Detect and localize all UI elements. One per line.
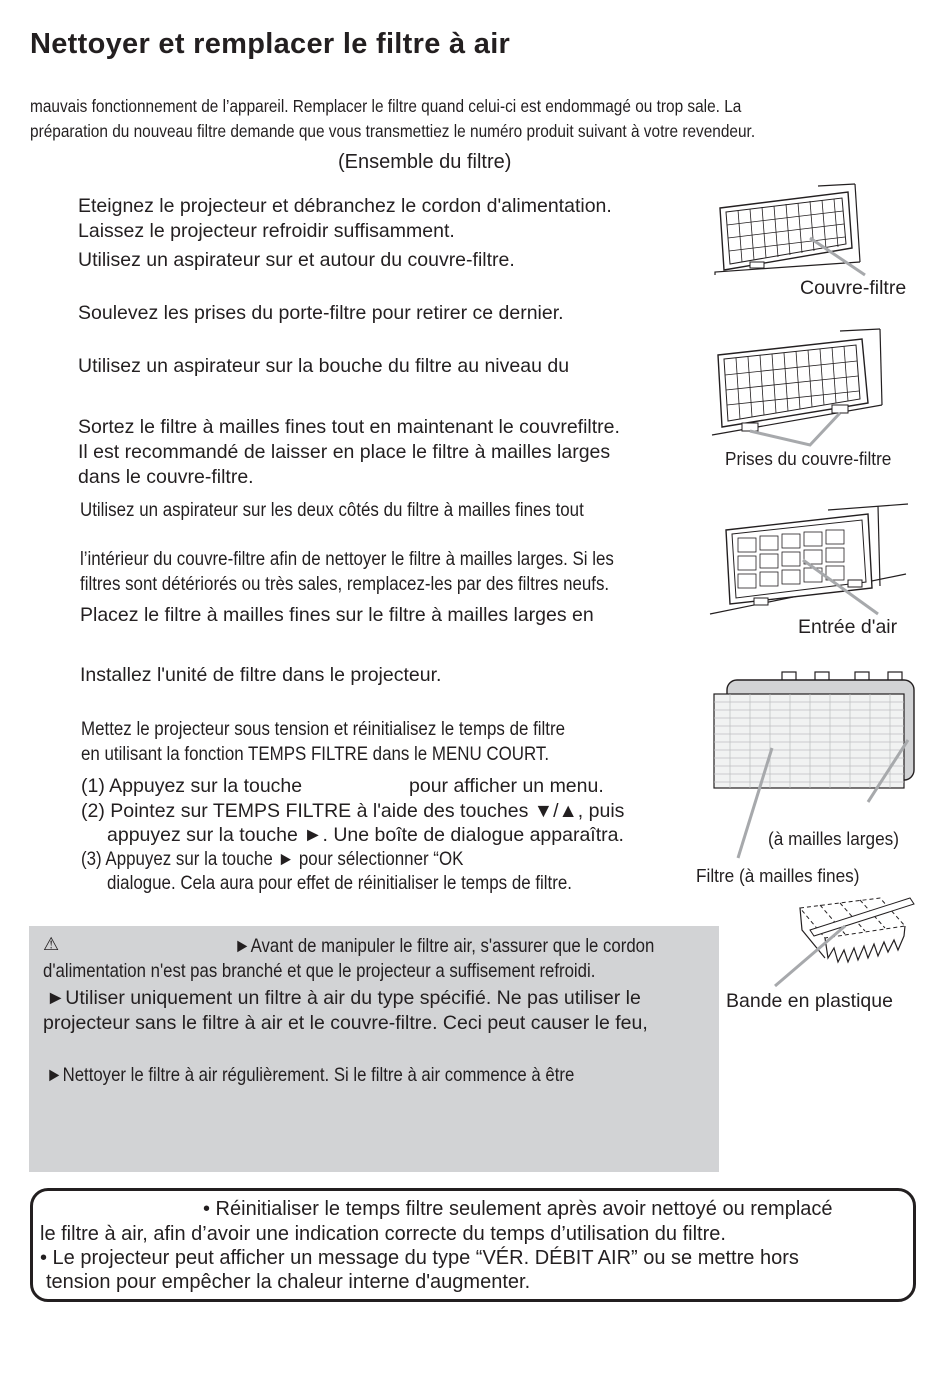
step-9-line-2: en utilisant la fonction TEMPS FILTRE dans le MENU COURT. [81, 744, 550, 765]
step-8: Installez l'unité de filtre dans le projecteur. [80, 664, 442, 686]
warning-line-5: ►Nettoyer le filtre à air régulièrement. Si le filtre à air commence à être [46, 1064, 575, 1086]
note-line-2: le filtre à air, afin d’avoir une indication correcte du temps d’utilisation du filtre. [40, 1223, 726, 1245]
step-4: Utilisez un aspirateur sur la bouche du filtre au niveau du [78, 355, 570, 377]
warning-line-4: projecteur sans le filtre à air et le couvre-filtre. Ceci peut causer le feu, [43, 1012, 648, 1034]
plastic-band-illustration [770, 890, 920, 990]
caption-coarse-mesh: (à mailles larges) [768, 828, 899, 849]
step-1-line-1: Eteignez le projecteur et débranchez le cordon d'alimentation. [78, 195, 612, 217]
substep-3-line-2: dialogue. Cela aura pour effet de réinitialiser le temps de filtre. [107, 873, 572, 894]
warning-line-3: ►Utiliser uniquement un filtre à air du type spécifié. Ne pas utiliser le [46, 987, 641, 1009]
step-6-line-3: filtres sont détériorés ou très sales, remplacez-les par des filtres neufs. [80, 574, 610, 595]
note-line-3: • Le projecteur peut afficher un message du type “VÉR. DÉBIT AIR” ou se mettre hors [40, 1247, 799, 1269]
step-6-line-1: Utilisez un aspirateur sur les deux côtés du filtre à mailles fines tout [80, 500, 584, 521]
filter-cover-tabs-illustration [710, 325, 885, 450]
filter-set-caption: (Ensemble du filtre) [338, 151, 512, 173]
step-5-line-1: Sortez le filtre à mailles fines tout en maintenant le couvrefiltre. [78, 416, 620, 438]
caption-plastic-band: Bande en plastique [726, 990, 893, 1012]
step-2: Utilisez un aspirateur sur et autour du couvre-filtre. [78, 249, 515, 271]
filter-cover-illustration [710, 180, 870, 285]
note-line-1: • Réinitialiser le temps filtre seulement après avoir nettoyé ou remplacé [203, 1198, 833, 1220]
substep-3-line-1: (3) Appuyez sur la touche ► pour sélectionner “OK [81, 849, 464, 870]
step-9-line-1: Mettez le projecteur sous tension et réinitialisez le temps de filtre [81, 719, 566, 740]
caption-filter-cover: Couvre-filtre [800, 277, 907, 299]
air-intake-illustration [708, 502, 908, 617]
step-3: Soulevez les prises du porte-filtre pour retirer ce dernier. [78, 302, 564, 324]
caption-fine-mesh-filter: Filtre (à mailles fines) [696, 865, 860, 886]
warning-line-1: ►Avant de manipuler le filtre air, s'assurer que le cordon [234, 935, 655, 957]
step-5-line-3: dans le couvre-filtre. [78, 466, 254, 488]
warning-line-2: d'alimentation n'est pas branché et que le projecteur a suffisement refroidi. [43, 960, 596, 982]
substep-1-part-1: (1) Appuyez sur la touche [81, 775, 303, 797]
intro-line-1: mauvais fonctionnement de l’appareil. Remplacer le filtre quand celui-ci est endommagé ou trop sale. La [30, 96, 742, 116]
warning-icon: ⚠ [43, 934, 60, 954]
step-6-line-2: l’intérieur du couvre-filtre afin de nettoyer le filtre à mailles larges. Si les [80, 549, 614, 570]
step-1-line-2: Laissez le projecteur refroidir suffisamment. [78, 220, 455, 242]
intro-line-2: préparation du nouveau filtre demande que vous transmettiez le numéro produit suivant à votre revendeur. [30, 121, 756, 141]
caption-filter-cover-tabs: Prises du couvre-filtre [725, 448, 892, 469]
caption-air-intake: Entrée d'air [798, 616, 898, 638]
substep-2-line-1: (2) Pointez sur TEMPS FILTRE à l'aide des touches ▼/▲, puis [81, 800, 625, 822]
step-5-line-2: Il est recommandé de laisser en place le filtre à mailles larges [78, 441, 611, 463]
substep-2-line-2: appuyez sur la touche ►. Une boîte de dialogue apparaîtra. [107, 824, 624, 846]
page-title: Nettoyer et remplacer le filtre à air [30, 28, 511, 60]
substep-1-part-2: pour afficher un menu. [409, 775, 604, 797]
note-line-4: tension pour empêcher la chaleur interne d'augmenter. [46, 1271, 531, 1293]
step-7: Placez le filtre à mailles fines sur le filtre à mailles larges en [80, 604, 594, 626]
